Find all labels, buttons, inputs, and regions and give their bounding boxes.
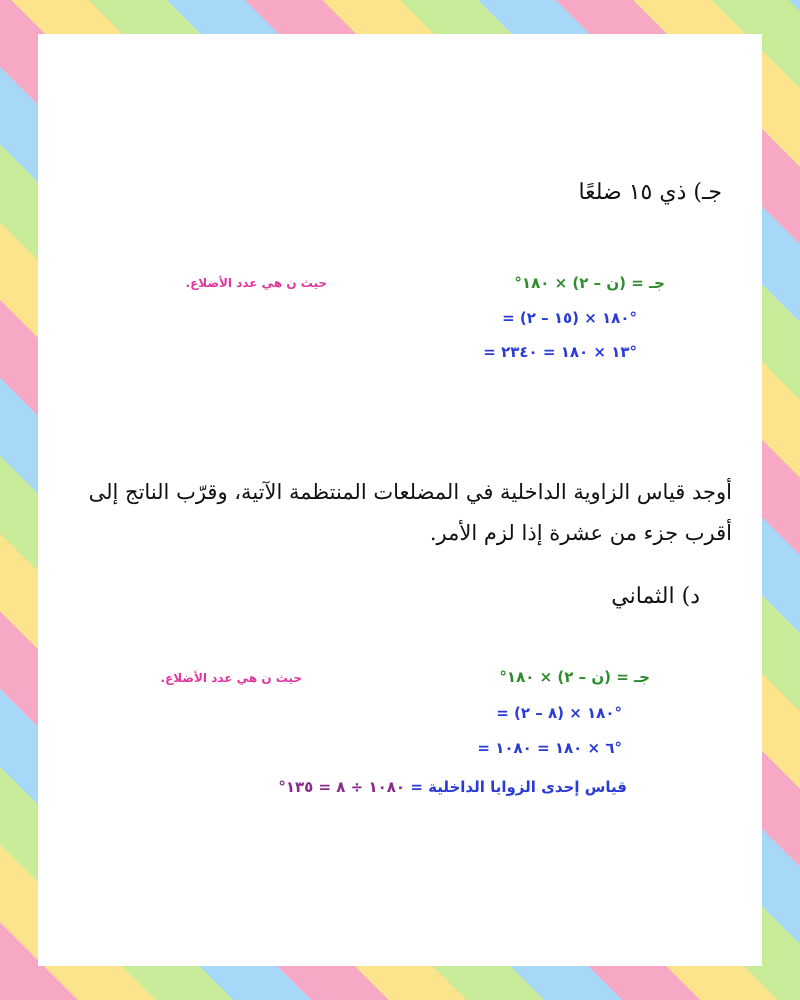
instruction-line-2: أقرب جزء من عشرة إذا لزم الأمر. — [429, 521, 732, 545]
part-c-formula-expression: (ن – ٢) × ١٨٠° — [514, 274, 627, 292]
part-d-note: حيث ن هي عدد الأضلاع. — [160, 671, 302, 685]
part-c-formula-line-3: = ١٣ × ١٨٠ = ٢٣٤٠° — [483, 343, 637, 361]
part-c-formula-line-2: = (١٥ – ٢) × ١٨٠° — [502, 309, 637, 327]
part-d-interior-angle — [278, 778, 627, 796]
part-c-formula-label: جـ = — [631, 274, 665, 292]
interior-angle-label: قياس إحدى الزوايا الداخلية = — [410, 778, 627, 796]
part-d-formula-line-3: = ٦ × ١٨٠ = ١٠٨٠° — [477, 739, 622, 757]
part-d-formula-expression: (ن – ٢) × ١٨٠° — [499, 668, 612, 686]
part-d-heading: د) الثماني — [611, 584, 700, 609]
part-c-heading: جـ) ذي ١٥ ضلعًا — [578, 180, 722, 205]
part-d-formula-line-2: = (٨ – ٢) × ١٨٠° — [496, 704, 622, 722]
interior-angle-expression: ١٠٨٠ ÷ ٨ = ١٣٥° — [278, 778, 406, 796]
part-d-formula-line-1 — [499, 668, 650, 686]
instruction-line-1: أوجد قياس الزاوية الداخلية في المضلعات المنتظمة الآتية، وقرّب الناتج إلى — [88, 480, 732, 504]
part-d-formula-label: جـ = — [616, 668, 650, 686]
part-c-note: حيث ن هي عدد الأضلاع. — [185, 276, 327, 290]
part-c-formula-line-1 — [514, 274, 665, 292]
worksheet-page — [38, 34, 762, 966]
